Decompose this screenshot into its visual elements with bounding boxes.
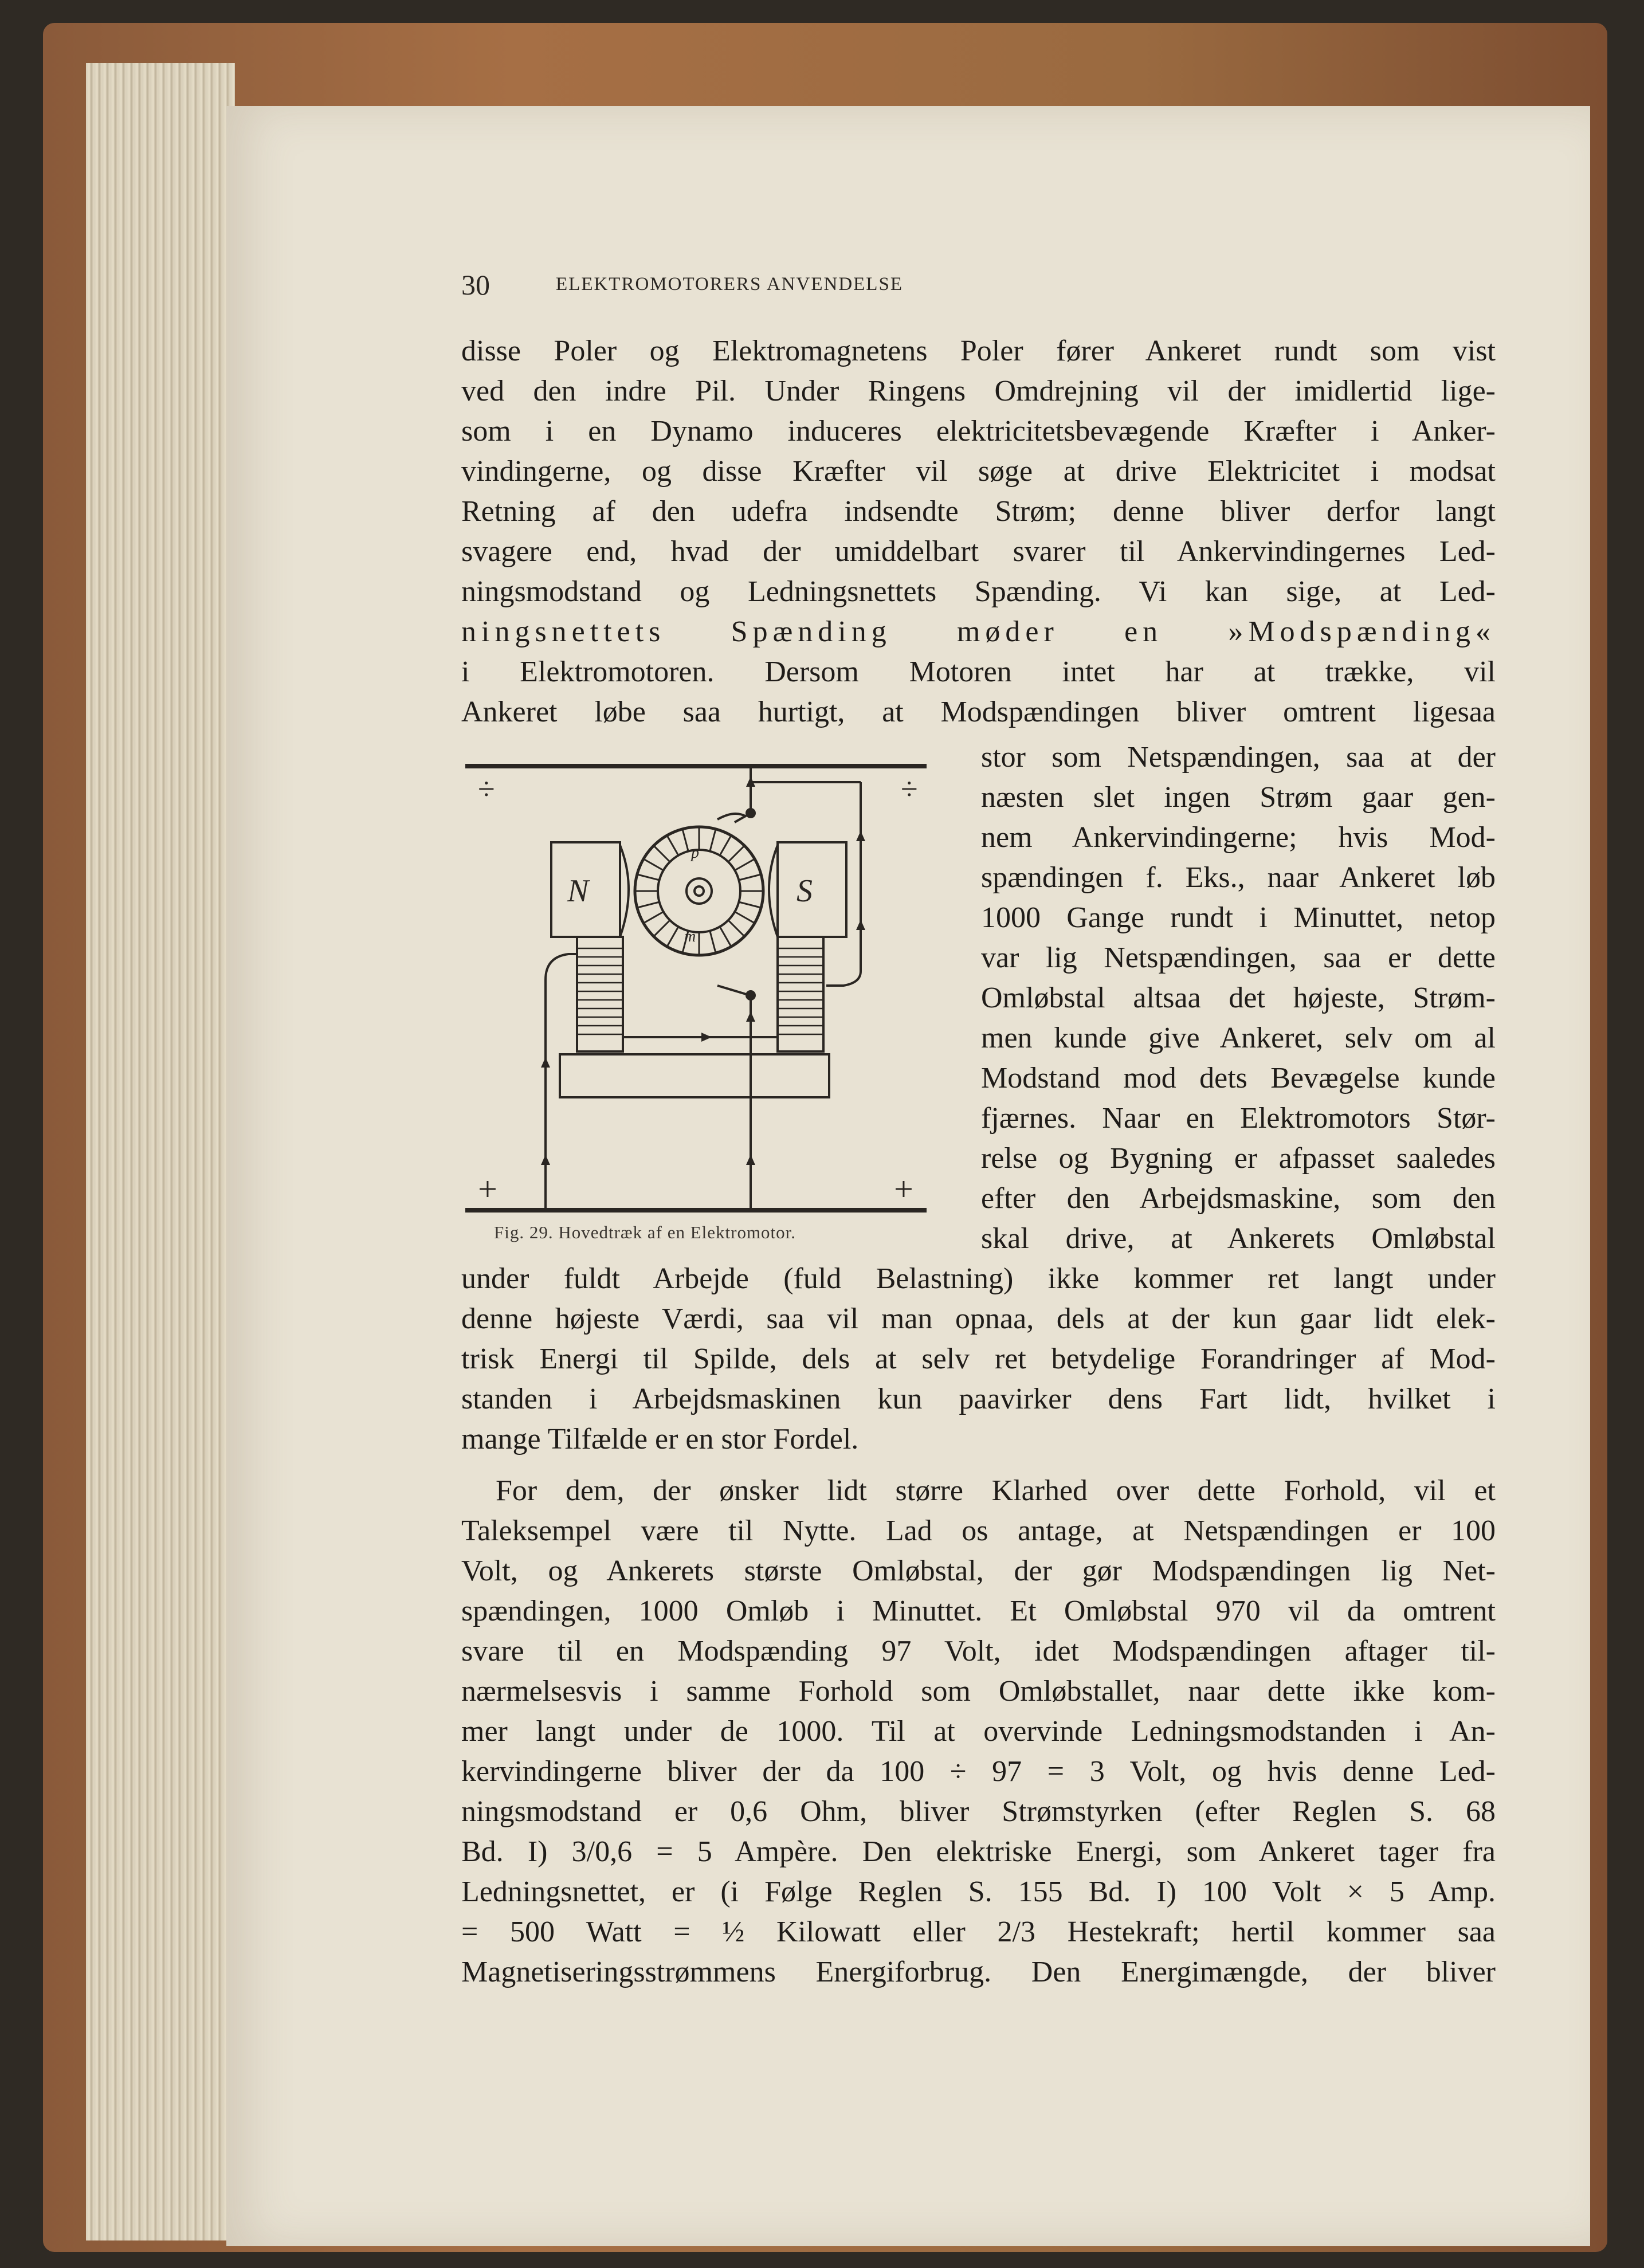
text-line: Magnetiseringsstrømmens Energiforbrug. Den Energimængde, der bliver	[461, 1956, 1496, 1988]
text-line: svagere end, hvad der umiddelbart svarer til Ankervindingernes Led-	[461, 535, 1496, 568]
text-line: mer langt under de 1000. Til at overvinde Ledningsmodstanden i An-	[461, 1715, 1496, 1748]
wire-left	[546, 954, 577, 1210]
label-p: p	[691, 844, 699, 862]
text-line: denne højeste Værdi, saa vil man opnaa, dels at der kun gaar lidt elek-	[461, 1302, 1496, 1335]
text-line: efter den Arbejdsmaskine, som den	[981, 1182, 1496, 1215]
current-arrows	[541, 776, 865, 1165]
text-line: relse og Bygning er afpasset saaledes	[981, 1142, 1496, 1175]
text-line: nem Ankervindingerne; hvis Mod-	[981, 821, 1496, 854]
text-line: stor som Netspændingen, saa at der	[981, 741, 1496, 774]
plus-label-right: +	[894, 1170, 913, 1208]
text-line: disse Poler og Elektromagnetens Poler fører Ankeret rundt som vist	[461, 335, 1496, 367]
text-line: vindingerne, og disse Kræfter vil søge at drive Elektricitet i modsat	[461, 455, 1496, 488]
text-line: Ankeret løbe saa hurtigt, at Modspændingen bliver omtrent ligesaa	[461, 696, 1496, 728]
pole-south-label: S	[797, 873, 813, 909]
figure-caption: Fig. 29. Hovedtræk af en Elektromotor.	[494, 1222, 797, 1242]
text-line: svare til en Modspænding 97 Volt, idet Modspændingen aftager til-	[461, 1635, 1496, 1667]
text-line: Bd. I) 3/0,6 = 5 Ampère. Den elektriske Energi, som Ankeret tager fra	[461, 1835, 1496, 1868]
text-line: næsten slet ingen Strøm gaar gen-	[981, 781, 1496, 814]
coil-left	[577, 948, 623, 1034]
text-line: ningsmodstand er 0,6 Ohm, bliver Strømstyrken (efter Reglen S. 68	[461, 1795, 1496, 1828]
text-line: Ledningsnettet, er (i Følge Reglen S. 155 Bd. I) 100 Volt × 5 Amp.	[461, 1875, 1496, 1908]
armature-windings	[635, 827, 763, 955]
text-line: nærmelsesvis i samme Forhold som Omløbstallet, naar dette ikke kom-	[461, 1675, 1496, 1708]
text-line: 1000 Gange rundt i Minuttet, netop	[981, 901, 1496, 934]
text-line: = 500 Watt = ½ Kilowatt eller 2/3 Hestekraft; hertil kommer saa	[461, 1916, 1496, 1948]
page-edges	[86, 63, 235, 2240]
pole-south-shoe	[769, 845, 778, 937]
text-line: ved den indre Pil. Under Ringens Omdrejning vil der imidlertid lige-	[461, 375, 1496, 407]
pole-north-shoe	[620, 845, 629, 937]
text-line: Volt, og Ankerets største Omløbstal, der gør Modspændingen lig Net-	[461, 1555, 1496, 1587]
pole-north-label: N	[567, 873, 589, 909]
minus-label-right: ÷	[901, 772, 918, 806]
magnet-yoke	[560, 1054, 829, 1097]
label-m: m	[684, 928, 696, 945]
running-title: ELEKTROMOTORERS ANVENDELSE	[556, 274, 903, 295]
text-line: spændingen, 1000 Omløb i Minuttet. Et Omløbstal 970 vil da omtrent	[461, 1595, 1496, 1627]
text-line: var lig Netspændingen, saa er dette	[981, 941, 1496, 974]
coil-right	[778, 948, 823, 1034]
motor-diagram-svg	[465, 759, 929, 1218]
armature-shaft-inner	[695, 886, 704, 896]
text-line: Omløbstal altsaa det højeste, Strøm-	[981, 982, 1496, 1014]
armature-ring-inner	[658, 850, 740, 932]
text-line: skal drive, at Ankerets Omløbstal	[981, 1222, 1496, 1255]
text-line: fjærnes. Naar en Elektromotors Stør-	[981, 1102, 1496, 1135]
text-line: under fuldt Arbejde (fuld Belastning) ikke kommer ret langt under	[461, 1262, 1496, 1295]
page-number: 30	[461, 269, 490, 301]
text-line: mange Tilfælde er en stor Fordel.	[461, 1423, 859, 1455]
text-line: som i en Dynamo induceres elektricitetsbevægende Kræfter i Anker-	[461, 415, 1496, 448]
plus-label-left: +	[478, 1170, 497, 1208]
wire-right-bend	[826, 971, 861, 986]
text-line: ningsnettets Spænding møder en »Modspænding«	[461, 615, 1496, 648]
text-line: spændingen f. Eks., naar Ankeret løb	[981, 861, 1496, 894]
text-line: men kunde give Ankeret, selv om al	[981, 1022, 1496, 1054]
text-line: i Elektromotoren. Dersom Motoren intet har at trække, vil	[461, 656, 1496, 688]
brush-bottom	[717, 986, 746, 994]
motor-diagram	[465, 759, 929, 1218]
text-line: Retning af den udefra indsendte Strøm; denne bliver derfor langt	[461, 495, 1496, 528]
text-line: kervindingerne bliver der da 100 ÷ 97 = 3 Volt, og hvis denne Led-	[461, 1755, 1496, 1788]
text-line: standen i Arbejdsmaskinen kun paavirker dens Fart lidt, hvilket i	[461, 1383, 1496, 1415]
armature-shaft-outer	[686, 878, 712, 904]
text-line: Taleksempel være til Nytte. Lad os antage, at Netspændingen er 100	[461, 1514, 1496, 1547]
text-line: ningsmodstand og Ledningsnettets Spænding. Vi kan sige, at Led-	[461, 575, 1496, 608]
minus-label-left: ÷	[478, 772, 495, 806]
text-line: For dem, der ønsker lidt større Klarhed over dette Forhold, vil et	[496, 1474, 1496, 1507]
text-line: Modstand mod dets Bevægelse kunde	[981, 1062, 1496, 1094]
text-line: trisk Energi til Spilde, dels at selv ret betydelige Forandringer af Mod-	[461, 1343, 1496, 1375]
page-header	[461, 268, 1229, 303]
